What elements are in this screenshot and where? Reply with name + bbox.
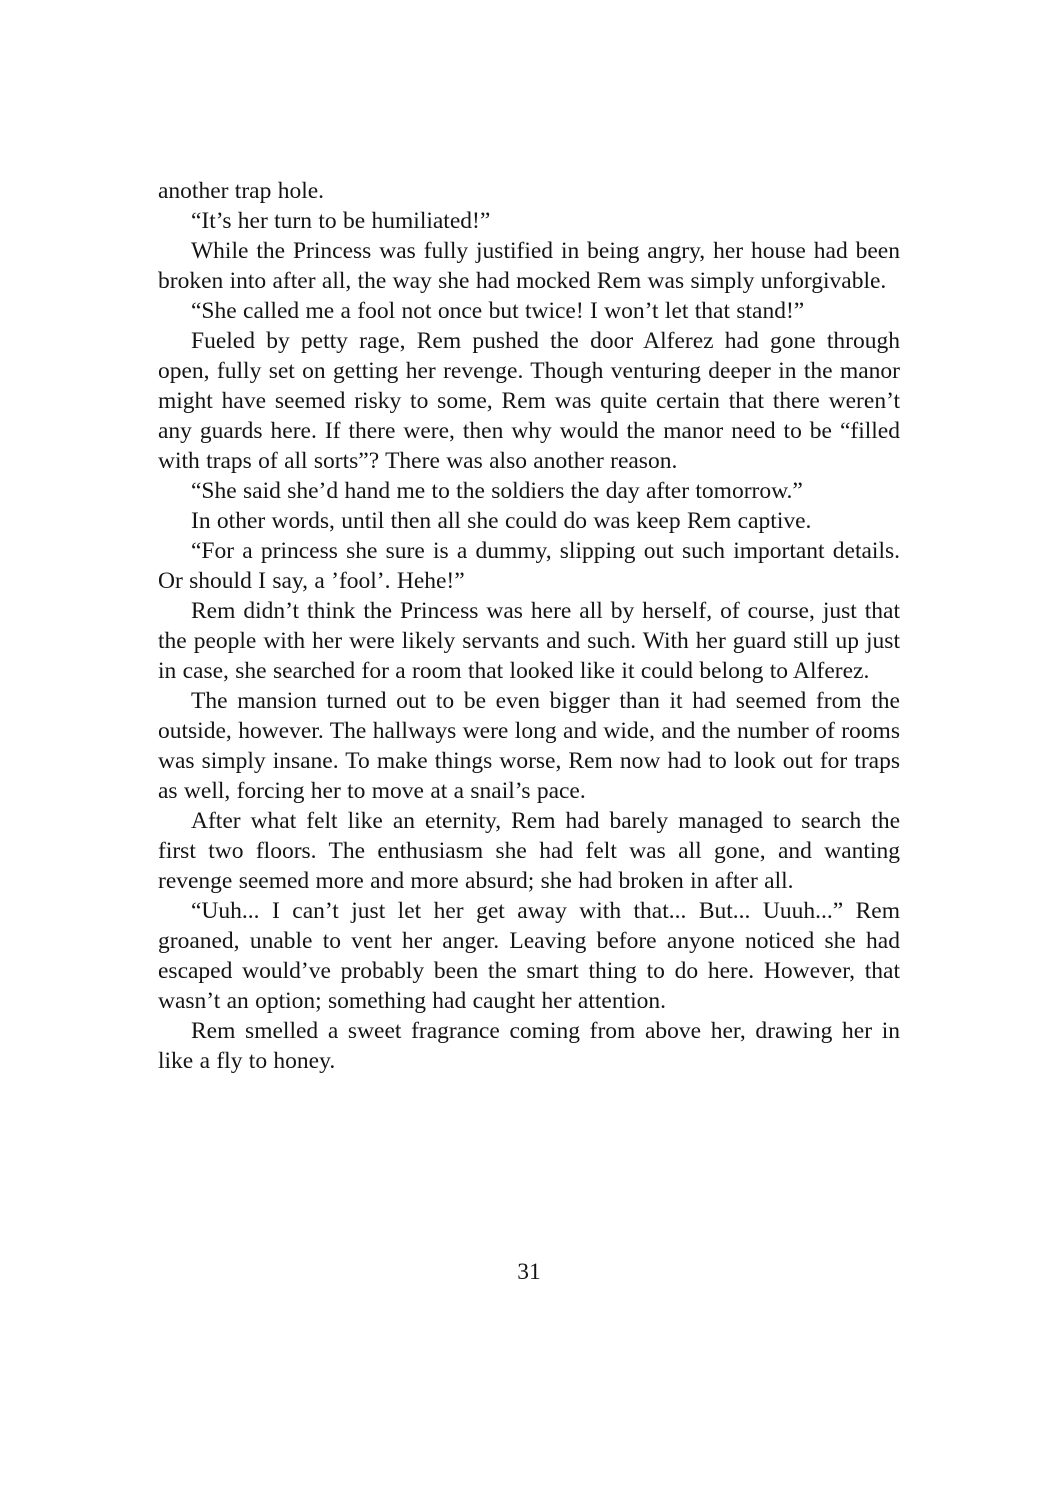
paragraph: “Uuh... I can’t just let her get away with that... But... Uuuh...” Rem groaned, unable to vent her anger. Leaving before anyone noticed she had escaped would’ve probably been the smart thing to do here. However, that wasn’t an option; something had caught her attention.	[158, 898, 900, 1014]
paragraph: “It’s her turn to be humiliated!”	[191, 208, 491, 234]
page-number: 31	[517, 1259, 541, 1285]
paragraph: In other words, until then all she could do was keep Rem captive.	[191, 508, 812, 534]
paragraph: After what felt like an eternity, Rem had barely managed to search the first two floors. The enthusiasm she had felt was all gone, and wanting revenge seemed more and more absurd; she had broken in after all.	[158, 808, 900, 894]
paragraph: “She called me a fool not once but twice! I won’t let that stand!”	[191, 298, 805, 324]
paragraph: “She said she’d hand me to the soldiers the day after tomorrow.”	[191, 478, 803, 504]
book-page-text	[158, 176, 900, 1076]
paragraph: While the Princess was fully justified in being angry, her house had been broken into after all, the way she had mocked Rem was simply unforgivable.	[158, 238, 900, 294]
paragraph: Rem smelled a sweet fragrance coming from above her, drawing her in like a fly to honey.	[158, 1018, 900, 1074]
paragraph: another trap hole.	[158, 178, 325, 204]
paragraph: Rem didn’t think the Princess was here all by herself, of course, just that the people with her were likely servants and such. With her guard still up just in case, she searched for a room that looked like it could belong to Alferez.	[158, 598, 900, 684]
paragraph: Fueled by petty rage, Rem pushed the door Alferez had gone through open, fully set on getting her revenge. Though venturing deeper in the manor might have seemed risky to some, Rem was quite certain that there weren’t any guards here. If there were, then why would the manor need to be “filled with traps of all sorts”? There was also another reason.	[158, 328, 900, 474]
paragraph: “For a princess she sure is a dummy, slipping out such important details. Or should I say, a ’fool’. Hehe!”	[158, 538, 900, 594]
paragraph: The mansion turned out to be even bigger than it had seemed from the outside, however. The hallways were long and wide, and the number of rooms was simply insane. To make things worse, Rem now had to look out for traps as well, forcing her to move at a snail’s pace.	[158, 688, 900, 804]
